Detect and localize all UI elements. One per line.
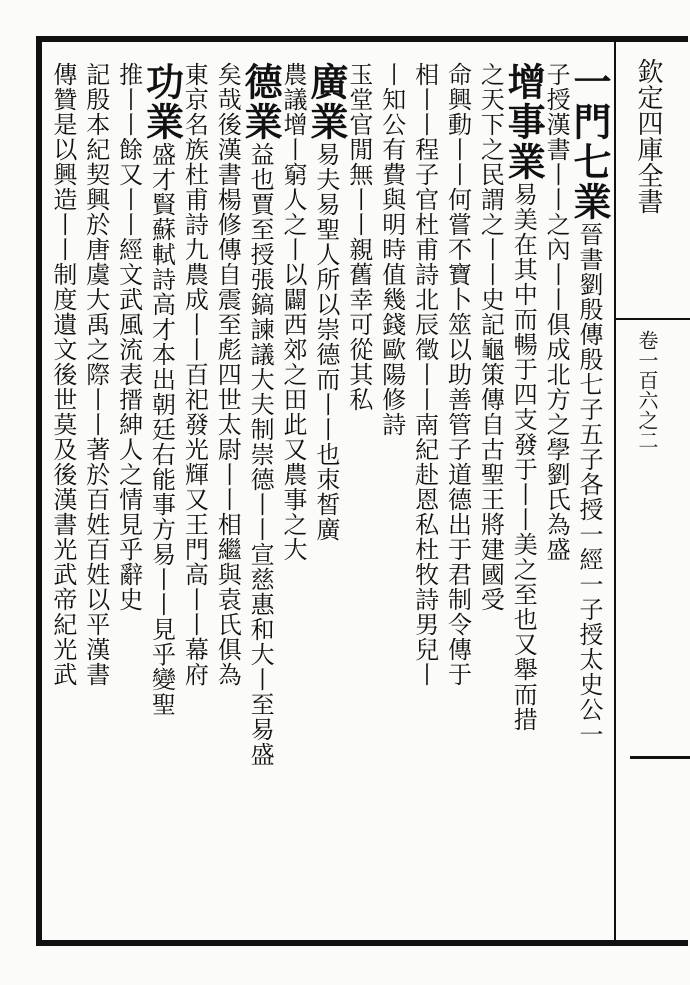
- column-text: 丨知公有費與明時值幾錢歐陽修詩: [377, 62, 406, 437]
- column-text: 命興動丨丨何嘗不寶卜筮以助善管子道德出于君制令傳于: [443, 62, 472, 687]
- column-text: 推丨丨餘又丨丨經文武風流表搢紳人之情見乎辭史: [114, 62, 143, 612]
- fish-tail-line: [614, 318, 690, 320]
- column-text: 玉堂官閒無丨丨親舊幸可從其私: [344, 62, 373, 412]
- text-column-10: [276, 62, 309, 942]
- text-column-2: [539, 62, 572, 942]
- entry-heading: 廣業: [303, 62, 349, 142]
- text-column-14: [139, 62, 185, 942]
- text-column-13: [178, 62, 211, 942]
- entry-heading: 增事業: [501, 62, 547, 182]
- text-column-5: [441, 62, 474, 942]
- column-text: 晉書劉殷傳殷七子五子各授一經一子授太史公一: [574, 222, 603, 747]
- text-column-9: [303, 62, 349, 942]
- column-text: 子授漢書丨丨之內丨丨俱成北方之學劉氏為盛: [542, 62, 571, 562]
- column-text: 東京名族杜甫詩九農成丨丨百祀發光輝又王門高丨丨幕府: [180, 62, 209, 687]
- column-text: 益也賈至授張鎬諫議大夫制崇德丨丨宣慈惠和大丨至易盛: [246, 142, 275, 767]
- text-column-15: [112, 62, 145, 942]
- chapter-label: 卷一百六之二: [635, 330, 659, 450]
- column-text: 矣哉後漢書楊修傳自震至彪四世太尉丨丨相繼與袁氏俱為: [213, 62, 242, 687]
- column-text: 農議增丨窮人之丨以闢西郊之田此又農事之大: [279, 62, 308, 562]
- text-column-6: [408, 62, 441, 942]
- text-column-7: [375, 62, 408, 942]
- entry-heading: 一門七業: [566, 62, 612, 222]
- column-text: 易美在其中而暢于四支發于丨丨美之至也又舉而措: [509, 182, 538, 732]
- column-text: 盛才賢蘇軾詩高才本出朝廷右能事方易丨丨見乎變聖: [147, 142, 176, 717]
- text-column-3: [501, 62, 547, 942]
- text-column-1: [566, 62, 612, 942]
- column-text: 相丨丨程子官杜甫詩北辰徵丨丨南紀赴恩私杜牧詩男兒丨: [410, 62, 439, 687]
- column-text: 傳贊是以興造丨丨制度遺文後世莫及後漢書光武帝紀光武: [48, 62, 77, 687]
- text-column-16: [79, 62, 112, 942]
- book-title: 欽定四庫全書: [633, 58, 663, 214]
- text-column-8: [342, 62, 375, 942]
- entry-heading: 德業: [238, 62, 284, 142]
- text-column-11: [238, 62, 284, 942]
- frame-inner-right: [614, 36, 616, 946]
- column-text: 易夫易聖人所以崇德而丨丨也朿皙廣: [311, 142, 340, 542]
- fish-tail-line-lower: [630, 756, 690, 759]
- text-column-4: [473, 62, 506, 942]
- column-text: 記殷本紀契興於唐虞大禹之際丨丨著於百姓百姓以平漢書: [81, 62, 110, 687]
- text-column-17: [46, 62, 79, 942]
- frame-top: [36, 36, 688, 42]
- column-text: 之天下之民謂之丨丨史記龜策傳自古聖王將建國受: [476, 62, 505, 612]
- entry-heading: 功業: [139, 62, 185, 142]
- text-column-12: [210, 62, 243, 942]
- frame-left: [36, 36, 42, 946]
